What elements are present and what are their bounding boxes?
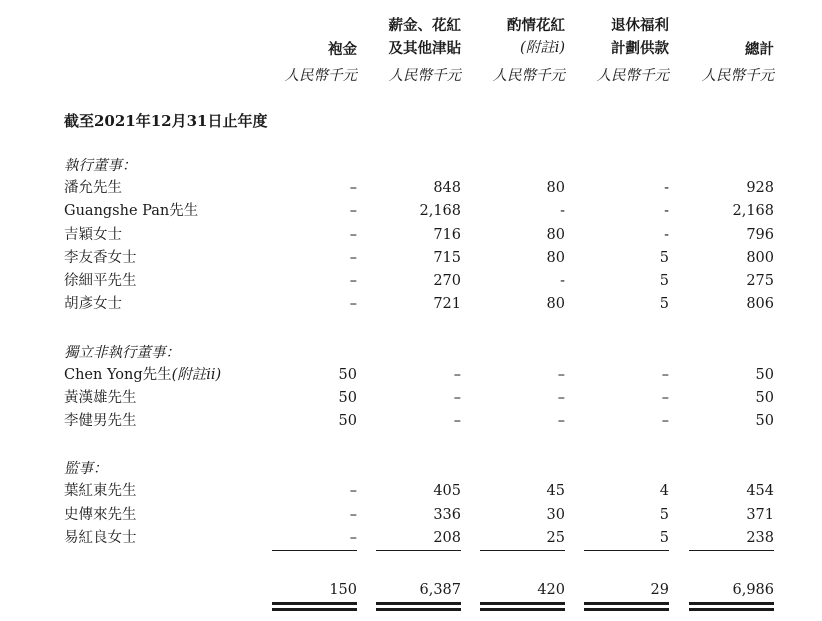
row-name: 潘允先生 — [64, 180, 122, 196]
cell-retirement: – — [661, 367, 669, 383]
cell-salaries: 716 — [433, 227, 461, 243]
total-fees: 150 — [329, 582, 357, 598]
cell-fees: – — [349, 273, 357, 289]
cell-retirement: 5 — [659, 296, 669, 312]
table-row — [0, 200, 822, 223]
total-double-rule — [480, 608, 565, 611]
cell-total: 796 — [746, 227, 774, 243]
unit-bonus: 人民幣千元 — [492, 68, 565, 84]
total-bonus: 420 — [537, 582, 565, 598]
cell-total: 371 — [746, 507, 774, 523]
cell-total: 238 — [746, 530, 774, 546]
cell-retirement: 5 — [659, 250, 669, 266]
table-row — [0, 504, 822, 527]
section-title-independent: 獨立非執行董事： — [64, 345, 180, 361]
section-title-executive: 執行董事： — [64, 158, 137, 174]
row-name: 李健男先生 — [64, 413, 137, 429]
row-name: Guangshe Pan先生 — [64, 203, 199, 219]
cell-retirement: 5 — [659, 507, 669, 523]
cell-salaries: 721 — [433, 296, 461, 312]
row-name — [64, 364, 221, 387]
section-title-supervisors: 監事： — [64, 461, 108, 477]
cell-total: 928 — [746, 180, 774, 196]
table-row — [0, 527, 822, 550]
cell-total: 454 — [746, 483, 774, 499]
row-name: 葉紅東先生 — [64, 483, 137, 499]
cell-retirement: – — [661, 413, 669, 429]
cell-retirement: 5 — [659, 530, 669, 546]
cell-fees: 50 — [338, 367, 357, 383]
total-double-rule — [689, 608, 774, 611]
cell-retirement: - — [664, 227, 669, 243]
row-note: (附註ii) — [171, 367, 222, 383]
table-row — [0, 480, 822, 503]
row-name: 胡彥女士 — [64, 296, 122, 312]
row-name: 吉穎女士 — [64, 227, 122, 243]
cell-total: 275 — [746, 273, 774, 289]
cell-fees: – — [349, 180, 357, 196]
row-name: 黃漢雄先生 — [64, 390, 137, 406]
table-row — [0, 177, 822, 200]
cell-salaries: – — [453, 390, 461, 406]
cell-total: 2,168 — [732, 203, 774, 219]
cell-fees: – — [349, 296, 357, 312]
cell-bonus: 80 — [546, 250, 565, 266]
subtotal-rule — [376, 550, 461, 551]
cell-salaries: 336 — [433, 507, 461, 523]
subtotal-rule — [480, 550, 565, 551]
table-row — [0, 293, 822, 316]
cell-salaries: 715 — [433, 250, 461, 266]
header-retirement-line2: 計劃供款 — [611, 40, 669, 57]
cell-bonus: – — [557, 413, 565, 429]
totals-row — [0, 579, 822, 602]
subtotal-rule — [689, 550, 774, 551]
cell-fees: – — [349, 227, 357, 243]
cell-fees: – — [349, 507, 357, 523]
cell-retirement: 4 — [659, 483, 669, 499]
table-row — [0, 247, 822, 270]
header-salaries-line1: 薪金、花紅 — [388, 17, 461, 34]
cell-total: 50 — [755, 367, 774, 383]
cell-fees: 50 — [338, 413, 357, 429]
subtotal-rule — [584, 550, 669, 551]
cell-bonus: 45 — [546, 483, 565, 499]
header-bonus — [507, 14, 565, 60]
cell-fees: – — [349, 203, 357, 219]
header-bonus-line1: 酌情花紅 — [507, 17, 565, 34]
header-retirement-line1: 退休福利 — [611, 17, 669, 34]
total-double-rule — [584, 608, 669, 611]
cell-bonus: - — [560, 273, 565, 289]
cell-bonus: 25 — [546, 530, 565, 546]
table-row — [0, 270, 822, 293]
cell-total: 800 — [746, 250, 774, 266]
cell-salaries: 848 — [433, 180, 461, 196]
cell-fees: – — [349, 530, 357, 546]
row-name: 李友香女士 — [64, 250, 137, 266]
cell-bonus: 80 — [546, 180, 565, 196]
total-double-rule — [376, 602, 461, 605]
header-salaries — [389, 14, 462, 60]
table-row — [0, 224, 822, 247]
total-retirement: 29 — [650, 582, 669, 598]
cell-fees: – — [349, 250, 357, 266]
header-total — [745, 38, 774, 61]
total-double-rule — [272, 602, 357, 605]
header-fees — [328, 38, 357, 61]
cell-bonus: – — [557, 367, 565, 383]
total-double-rule — [272, 608, 357, 611]
row-name: 易紅良女士 — [64, 530, 137, 546]
total-salaries: 6,387 — [419, 582, 461, 598]
row-name: 徐細平先生 — [64, 273, 137, 289]
unit-retirement: 人民幣千元 — [596, 68, 669, 84]
cell-bonus: 80 — [546, 296, 565, 312]
unit-total: 人民幣千元 — [701, 68, 774, 84]
cell-retirement: 5 — [659, 273, 669, 289]
cell-salaries: 2,168 — [419, 203, 461, 219]
unit-salaries: 人民幣千元 — [388, 68, 461, 84]
cell-retirement: - — [664, 203, 669, 219]
header-salaries-line2: 及其他津貼 — [388, 40, 461, 57]
header-bonus-line2: (附註i) — [520, 40, 565, 56]
cell-salaries: 208 — [433, 530, 461, 546]
cell-bonus: 30 — [546, 507, 565, 523]
total-double-rule — [584, 602, 669, 605]
cell-fees: – — [349, 483, 357, 499]
total-double-rule — [480, 602, 565, 605]
total-double-rule — [689, 602, 774, 605]
total-total: 6,986 — [732, 582, 774, 598]
cell-bonus: – — [557, 390, 565, 406]
header-retirement — [611, 14, 669, 60]
row-name-text: Chen Yong先生 — [64, 367, 172, 383]
cell-total: 50 — [755, 390, 774, 406]
cell-salaries: – — [453, 413, 461, 429]
cell-salaries: 270 — [433, 273, 461, 289]
cell-total: 50 — [755, 413, 774, 429]
header-total-label: 總計 — [745, 41, 774, 58]
cell-fees: 50 — [338, 390, 357, 406]
table-row — [0, 410, 822, 433]
cell-retirement: – — [661, 390, 669, 406]
table-row — [0, 387, 822, 410]
row-name: 史傳來先生 — [64, 507, 137, 523]
total-double-rule — [376, 608, 461, 611]
unit-fees: 人民幣千元 — [284, 68, 357, 84]
period-heading: 截至2021年12月31日止年度 — [64, 112, 268, 130]
table-row — [0, 364, 822, 387]
cell-salaries: – — [453, 367, 461, 383]
cell-total: 806 — [746, 296, 774, 312]
cell-bonus: - — [560, 203, 565, 219]
cell-bonus: 80 — [546, 227, 565, 243]
subtotal-rule — [272, 550, 357, 551]
cell-salaries: 405 — [433, 483, 461, 499]
header-fees-label: 袍金 — [328, 41, 357, 58]
cell-retirement: - — [664, 180, 669, 196]
